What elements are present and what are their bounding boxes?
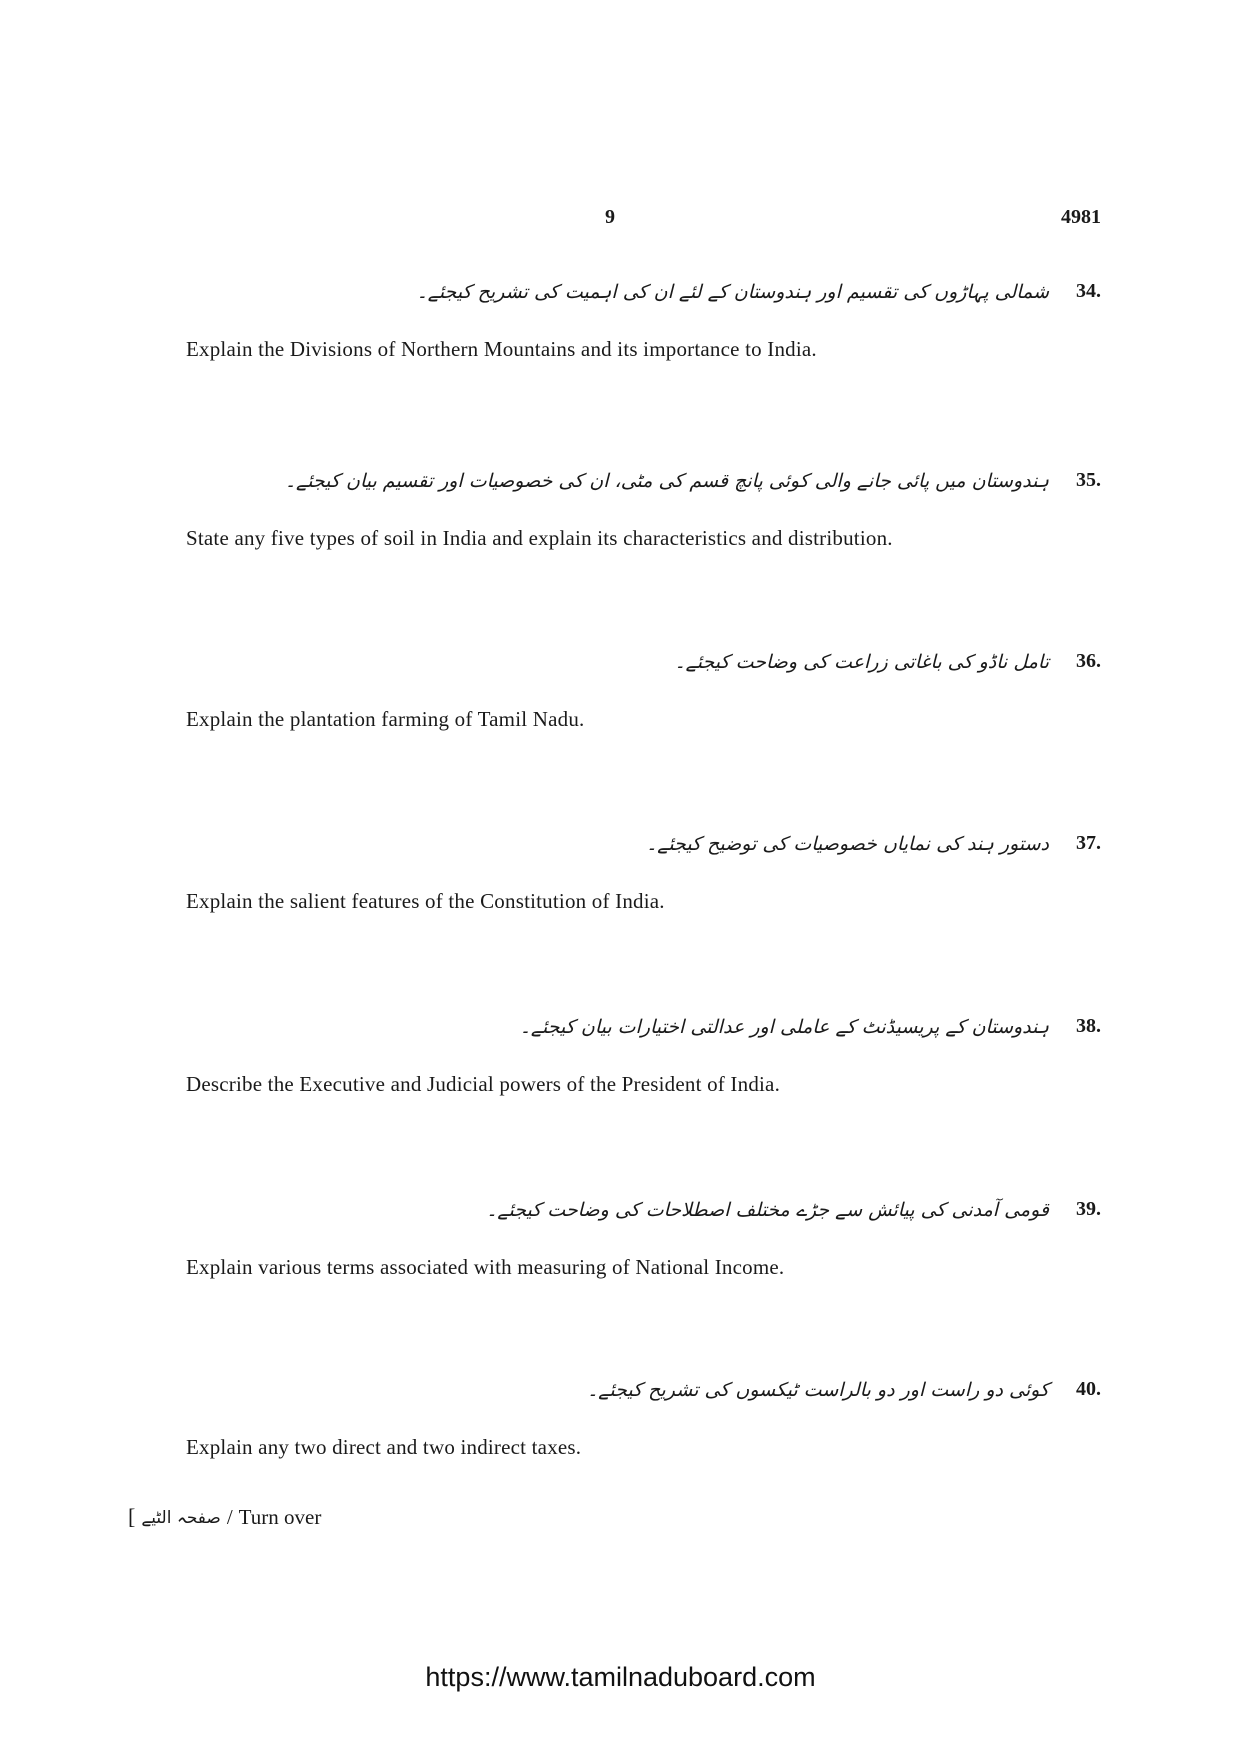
question-urdu-text: ہندوستان کے پریسیڈنٹ کے عاملی اور عدالتی اختیارات بیان کیجئے۔ xyxy=(519,1015,1049,1038)
question-english-text: Explain the plantation farming of Tamil Nadu. xyxy=(186,707,585,731)
turn-over-english: Turn over xyxy=(238,1504,322,1529)
question-urdu-text: قومی آمدنی کی پیائش سے جڑے مختلف اصطلاحات کی وضاحت کیجئے۔ xyxy=(486,1198,1049,1221)
question-37 xyxy=(186,832,1101,952)
question-number: 36. xyxy=(1076,650,1101,672)
footer-url-link[interactable]: https://www.tamilnaduboard.com xyxy=(425,1662,816,1692)
question-urdu-row xyxy=(285,469,1101,492)
question-english-text: Explain various terms associated with measuring of National Income. xyxy=(186,1255,785,1279)
turn-over-separator: / xyxy=(226,1504,233,1529)
question-english-text: State any five types of soil in India and explain its characteristics and distribution. xyxy=(186,526,893,550)
question-urdu-row xyxy=(486,1198,1101,1221)
question-number: 39. xyxy=(1076,1198,1101,1220)
question-urdu-row xyxy=(675,650,1102,673)
question-english-text: Explain any two direct and two indirect taxes. xyxy=(186,1435,582,1459)
question-number: 35. xyxy=(1076,469,1101,491)
question-number: 37. xyxy=(1076,832,1101,854)
question-urdu-text: کوئی دو راست اور دو بالراست ٹیکسوں کی تشریح کیجئے۔ xyxy=(587,1378,1049,1401)
question-urdu-text: ہندوستان میں پائی جانے والی کوئی پانچ قسم کی مٹی، ان کی خصوصیات اور تقسیم بیان کیجئے۔ xyxy=(284,469,1049,492)
question-urdu-text: تامل ناڈو کی باغاتی زراعت کی وضاحت کیجئے۔ xyxy=(674,650,1049,673)
question-urdu-row xyxy=(646,832,1101,855)
page-number: 9 xyxy=(605,206,615,228)
question-urdu-text: شمالی پہاڑوں کی تقسیم اور ہندوستان کے لئے ان کی اہمیت کی تشریح کیجئے۔ xyxy=(416,280,1049,303)
question-urdu-row xyxy=(417,280,1101,303)
question-40 xyxy=(186,1378,1101,1498)
turn-over-bracket: [ xyxy=(128,1504,136,1529)
paper-code: 4981 xyxy=(1061,206,1101,228)
question-urdu-text: دستور ہند کی نمایاں خصوصیات کی توضیح کیجئے۔ xyxy=(646,832,1049,855)
question-english-text: Explain the Divisions of Northern Mountains and its importance to India. xyxy=(186,337,817,361)
question-urdu-row xyxy=(520,1015,1101,1038)
question-urdu-row xyxy=(587,1378,1101,1401)
question-34 xyxy=(186,280,1101,400)
question-english-text: Describe the Executive and Judicial powers of the President of India. xyxy=(186,1072,781,1096)
question-38 xyxy=(186,1015,1101,1135)
question-english-text: Explain the salient features of the Constitution of India. xyxy=(186,889,665,913)
question-35 xyxy=(186,469,1101,589)
question-36 xyxy=(186,650,1101,770)
question-39 xyxy=(186,1198,1101,1318)
question-number: 38. xyxy=(1076,1015,1101,1037)
turn-over-note xyxy=(128,1504,321,1530)
question-number: 40. xyxy=(1076,1378,1101,1400)
turn-over-urdu: صفحہ الٹیے xyxy=(141,1507,221,1528)
question-number: 34. xyxy=(1076,280,1101,302)
